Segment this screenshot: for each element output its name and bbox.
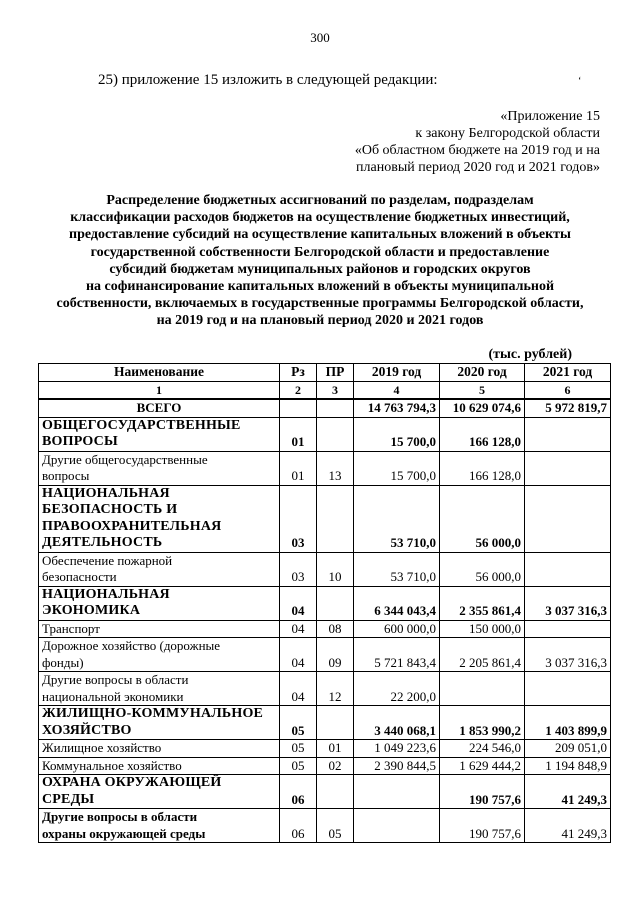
row-rz: 04 [280, 586, 317, 620]
table-row [39, 552, 611, 586]
table-header-row [39, 364, 611, 382]
annex-line: «Приложение 15 [500, 109, 600, 124]
row-name-line: ОХРАНА ОКРУЖАЮЩЕЙ [42, 775, 222, 790]
row-rz: 05 [280, 757, 317, 775]
row-rz: 05 [280, 740, 317, 758]
row-name-line: ЭКОНОМИКА [42, 603, 141, 618]
annex-line: к закону Белгородской области [415, 126, 600, 141]
row-pr [317, 399, 354, 417]
row-2021: 1 403 899,9 [525, 706, 611, 740]
row-rz: 01 [280, 451, 317, 485]
row-name-line: Обеспечение пожарной [42, 552, 173, 568]
row-2021 [525, 620, 611, 638]
row-2021 [525, 417, 611, 451]
row-2019 [354, 809, 440, 843]
row-name-line: Другие вопросы в области [42, 809, 198, 824]
row-2021: 3 037 316,3 [525, 638, 611, 672]
row-name-line: ХОЗЯЙСТВО [42, 722, 132, 738]
row-rz: 06 [280, 775, 317, 809]
table-row [39, 451, 611, 485]
row-name-line: БЕЗОПАСНОСТЬ И [42, 502, 178, 517]
column-number: 1 [39, 381, 280, 399]
row-rz: 06 [280, 809, 317, 843]
annex-line: «Об областном бюджете на 2019 год и на [354, 143, 600, 158]
row-name-line: ОБЩЕГОСУДАРСТВЕННЫЕ [42, 417, 241, 433]
title-line: на 2019 год и на плановый период 2020 и 2021 годов [156, 313, 484, 329]
row-2021 [525, 672, 611, 706]
row-name [39, 706, 280, 740]
row-rz: 05 [280, 706, 317, 740]
row-pr [317, 775, 354, 809]
row-name-line: Коммунальное хозяйство [42, 757, 182, 773]
row-2019: 53 710,0 [354, 485, 440, 552]
row-name-line: безопасности [42, 569, 117, 584]
row-2021 [525, 552, 611, 586]
column-number: 5 [440, 381, 525, 399]
row-name-line: Транспорт [42, 620, 100, 636]
table-row [39, 485, 611, 552]
margin-mark: ʻ [578, 76, 582, 87]
row-rz: 01 [280, 417, 317, 451]
table-row [39, 706, 611, 740]
table-row [39, 757, 611, 775]
row-name [39, 757, 280, 775]
row-2019: 2 390 844,5 [354, 757, 440, 775]
document-title [30, 192, 610, 330]
row-name [39, 775, 280, 809]
row-2020: 190 757,6 [440, 775, 525, 809]
header-2019: 2019 год [354, 364, 440, 382]
row-pr: 02 [317, 757, 354, 775]
row-name-line: национальной экономики [42, 688, 184, 704]
row-2019: 22 200,0 [354, 672, 440, 706]
row-2020 [440, 672, 525, 706]
title-line: собственности, включаемых в государственные программы Белгородской области, [56, 296, 584, 312]
header-name: Наименование [39, 364, 280, 382]
row-2019: 3 440 068,1 [354, 706, 440, 740]
row-2019: 14 763 794,3 [354, 399, 440, 417]
row-2020: 1 853 990,2 [440, 706, 525, 740]
row-2020: 150 000,0 [440, 620, 525, 638]
row-2021: 1 194 848,9 [525, 757, 611, 775]
row-pr: 05 [317, 809, 354, 843]
row-2020: 56 000,0 [440, 485, 525, 552]
table-row [39, 399, 611, 417]
column-number-row [39, 381, 611, 399]
row-pr: 13 [317, 451, 354, 485]
row-pr: 12 [317, 672, 354, 706]
row-name-line: охраны окружающей среды [42, 825, 206, 841]
row-2020: 190 757,6 [440, 809, 525, 843]
header-2020: 2020 год [440, 364, 525, 382]
row-rz: 03 [280, 485, 317, 552]
row-name [39, 620, 280, 638]
annex-line: плановый период 2020 год и 2021 годов» [356, 160, 600, 175]
row-name-line: вопросы [42, 468, 90, 483]
row-name-line: ВСЕГО [136, 400, 182, 415]
row-rz: 03 [280, 552, 317, 586]
row-name [39, 672, 280, 706]
table-row [39, 586, 611, 620]
title-line: субсидий бюджетам муниципальных районов и городских округов [109, 261, 531, 277]
row-name-line: ДЕЯТЕЛЬНОСТЬ [42, 535, 163, 550]
row-name [39, 809, 280, 843]
row-name-line: СРЕДЫ [42, 791, 95, 807]
row-name [39, 417, 280, 451]
column-number: 4 [354, 381, 440, 399]
row-2020: 166 128,0 [440, 451, 525, 485]
row-2020: 56 000,0 [440, 552, 525, 586]
row-2021: 3 037 316,3 [525, 586, 611, 620]
row-pr [317, 706, 354, 740]
column-number: 2 [280, 381, 317, 399]
row-name-line: Другие вопросы в области [42, 672, 189, 687]
row-2021: 5 972 819,7 [525, 399, 611, 417]
header-pr: ПР [317, 364, 354, 382]
row-2020: 2 205 861,4 [440, 638, 525, 672]
row-pr: 09 [317, 638, 354, 672]
column-number: 3 [317, 381, 354, 399]
table-body [39, 399, 611, 843]
title-line: государственной собственности Белгородской области и предоставление [90, 244, 550, 260]
row-name-line: ЖИЛИЩНО-КОММУНАЛЬНОЕ [42, 706, 264, 721]
row-2021: 41 249,3 [525, 775, 611, 809]
table-row [39, 417, 611, 451]
row-rz: 04 [280, 620, 317, 638]
row-2021: 41 249,3 [525, 809, 611, 843]
row-name-line: НАЦИОНАЛЬНАЯ [42, 485, 170, 501]
intro-text: 25) приложение 15 изложить в следующей редакции: [98, 72, 438, 88]
table-row [39, 638, 611, 672]
title-line: предоставление субсидий на осуществление капитальных вложений в объекты [69, 227, 571, 243]
row-pr: 08 [317, 620, 354, 638]
row-name [39, 399, 280, 417]
units-label: (тыс. рублей) [488, 347, 572, 362]
row-name-line: Жилищное хозяйство [42, 740, 162, 755]
row-2021 [525, 485, 611, 552]
row-2020: 1 629 444,2 [440, 757, 525, 775]
table-row [39, 672, 611, 706]
annex-reference [355, 108, 600, 176]
table-row [39, 809, 611, 843]
row-2019: 1 049 223,6 [354, 740, 440, 758]
row-2019: 5 721 843,4 [354, 638, 440, 672]
row-2019 [354, 775, 440, 809]
row-name-line: фонды) [42, 654, 84, 670]
row-pr [317, 485, 354, 552]
row-name [39, 740, 280, 758]
row-rz: 04 [280, 638, 317, 672]
budget-table [38, 363, 611, 843]
title-line: Распределение бюджетных ассигнований по разделам, подразделам [106, 193, 534, 208]
row-name-line: Другие общегосударственные [42, 451, 208, 467]
title-line: классификации расходов бюджетов на осуществление бюджетных инвестиций, [70, 210, 570, 226]
row-rz [280, 399, 317, 417]
row-2020: 2 355 861,4 [440, 586, 525, 620]
row-2019: 600 000,0 [354, 620, 440, 638]
row-name [39, 485, 280, 552]
row-name [39, 552, 280, 586]
row-name-line: ВОПРОСЫ [42, 434, 118, 449]
row-2021 [525, 451, 611, 485]
table-row [39, 620, 611, 638]
row-pr [317, 586, 354, 620]
page-number: 300 [310, 30, 330, 45]
row-name [39, 586, 280, 620]
row-2019: 15 700,0 [354, 417, 440, 451]
row-pr: 10 [317, 552, 354, 586]
header-2021: 2021 год [525, 364, 611, 382]
row-2019: 6 344 043,4 [354, 586, 440, 620]
row-name [39, 638, 280, 672]
row-2021: 209 051,0 [525, 740, 611, 758]
row-2020: 224 546,0 [440, 740, 525, 758]
header-rz: Рз [280, 364, 317, 382]
row-pr [317, 417, 354, 451]
column-number: 6 [525, 381, 611, 399]
title-line: на софинансирование капитальных вложений в объекты муниципальной [85, 279, 555, 295]
row-name-line: Дорожное хозяйство (дорожные [42, 638, 221, 653]
row-name-line: ПРАВООХРАНИТЕЛЬНАЯ [42, 518, 222, 534]
row-pr: 01 [317, 740, 354, 758]
row-2019: 15 700,0 [354, 451, 440, 485]
row-2019: 53 710,0 [354, 552, 440, 586]
row-2020: 10 629 074,6 [440, 399, 525, 417]
row-2020: 166 128,0 [440, 417, 525, 451]
table-row [39, 740, 611, 758]
row-rz: 04 [280, 672, 317, 706]
table-row [39, 775, 611, 809]
row-name-line: НАЦИОНАЛЬНАЯ [42, 586, 170, 602]
row-name [39, 451, 280, 485]
